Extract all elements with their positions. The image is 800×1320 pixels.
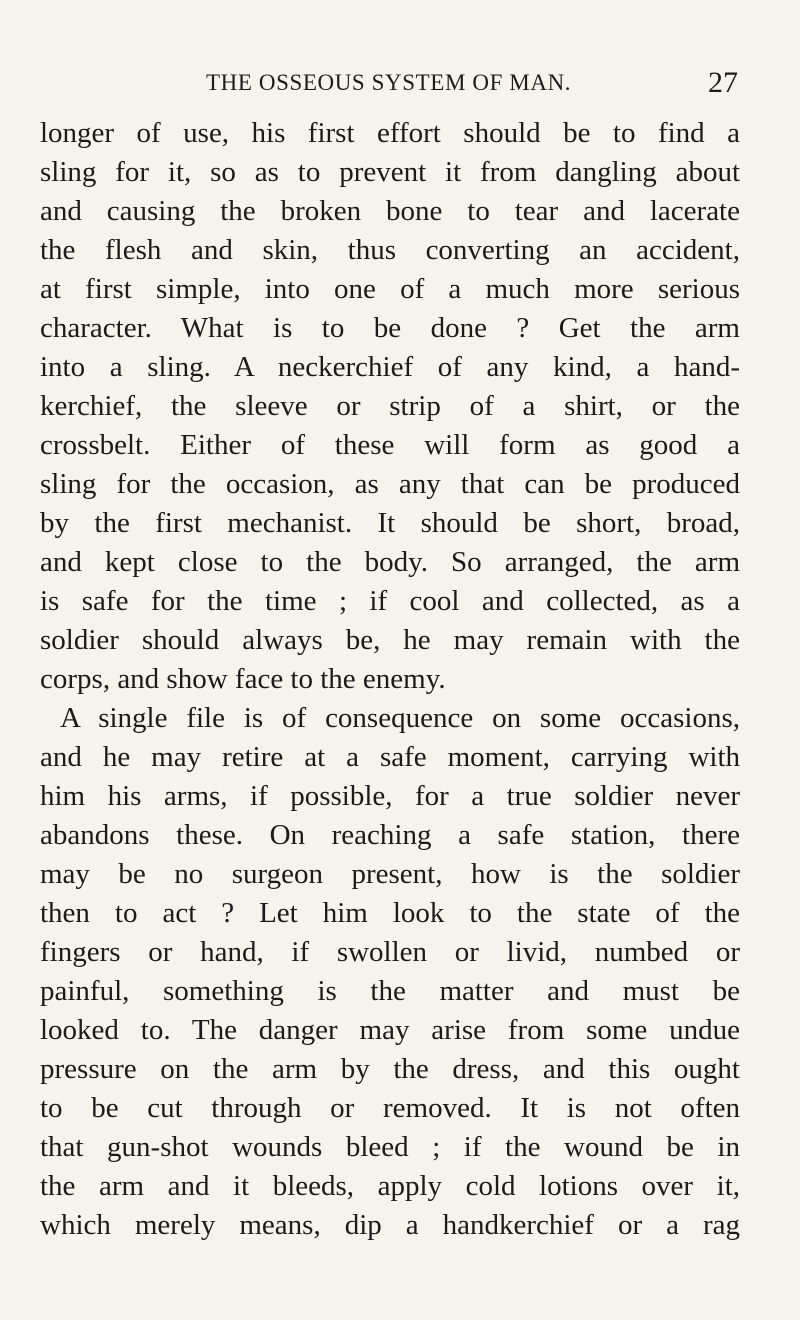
text-line: is safe for the time ; if cool and collected, as a — [40, 585, 740, 617]
text-line: painful, something is the matter and must be — [40, 975, 740, 1007]
text-line: him his arms, if possible, for a true soldier never — [40, 780, 740, 812]
text-line: into a sling. A neckerchief of any kind, a hand- — [40, 351, 740, 383]
text-line: pressure on the arm by the dress, and this ought — [40, 1053, 740, 1085]
text-line: the arm and it bleeds, apply cold lotions over it, — [40, 1170, 740, 1202]
text-line: to be cut through or removed. It is not often — [40, 1092, 740, 1124]
text-line: which merely means, dip a handkerchief or a rag — [40, 1209, 740, 1241]
text-line: and kept close to the body. So arranged, the arm — [40, 546, 740, 578]
text-line: then to act ? Let him look to the state of the — [40, 897, 740, 929]
page-number: 27 — [708, 66, 738, 99]
text-line: at first simple, into one of a much more serious — [40, 273, 740, 305]
text-line: that gun-shot wounds bleed ; if the wound be in — [40, 1131, 740, 1163]
text-line: by the first mechanist. It should be short, broad, — [40, 507, 740, 539]
running-header — [86, 66, 738, 106]
text-line: longer of use, his first effort should be to find a — [40, 117, 740, 149]
text-line: looked to. The danger may arise from some undue — [40, 1014, 740, 1046]
text-line: sling for the occasion, as any that can be produced — [40, 468, 740, 500]
text-line: and causing the broken bone to tear and lacerate — [40, 195, 740, 227]
body-text — [40, 114, 740, 1245]
text-line: the flesh and skin, thus converting an accident, — [40, 234, 740, 266]
text-line: and he may retire at a safe moment, carrying with — [40, 741, 740, 773]
running-title: THE OSSEOUS SYSTEM OF MAN. — [206, 70, 572, 95]
text-line: fingers or hand, if swollen or livid, numbed or — [40, 936, 740, 968]
text-line: character. What is to be done ? Get the arm — [40, 312, 740, 344]
text-line: abandons these. On reaching a safe station, there — [40, 819, 740, 851]
text-line: sling for it, so as to prevent it from dangling about — [40, 156, 740, 188]
text-line: may be no surgeon present, how is the soldier — [40, 858, 740, 890]
paragraph-start-line: A single file is of consequence on some occasions, — [60, 702, 740, 734]
text-line: kerchief, the sleeve or strip of a shirt, or the — [40, 390, 740, 422]
text-line: soldier should always be, he may remain with the — [40, 624, 740, 656]
text-line: crossbelt. Either of these will form as good a — [40, 429, 740, 461]
text-line: corps, and show face to the enemy. — [40, 663, 446, 695]
